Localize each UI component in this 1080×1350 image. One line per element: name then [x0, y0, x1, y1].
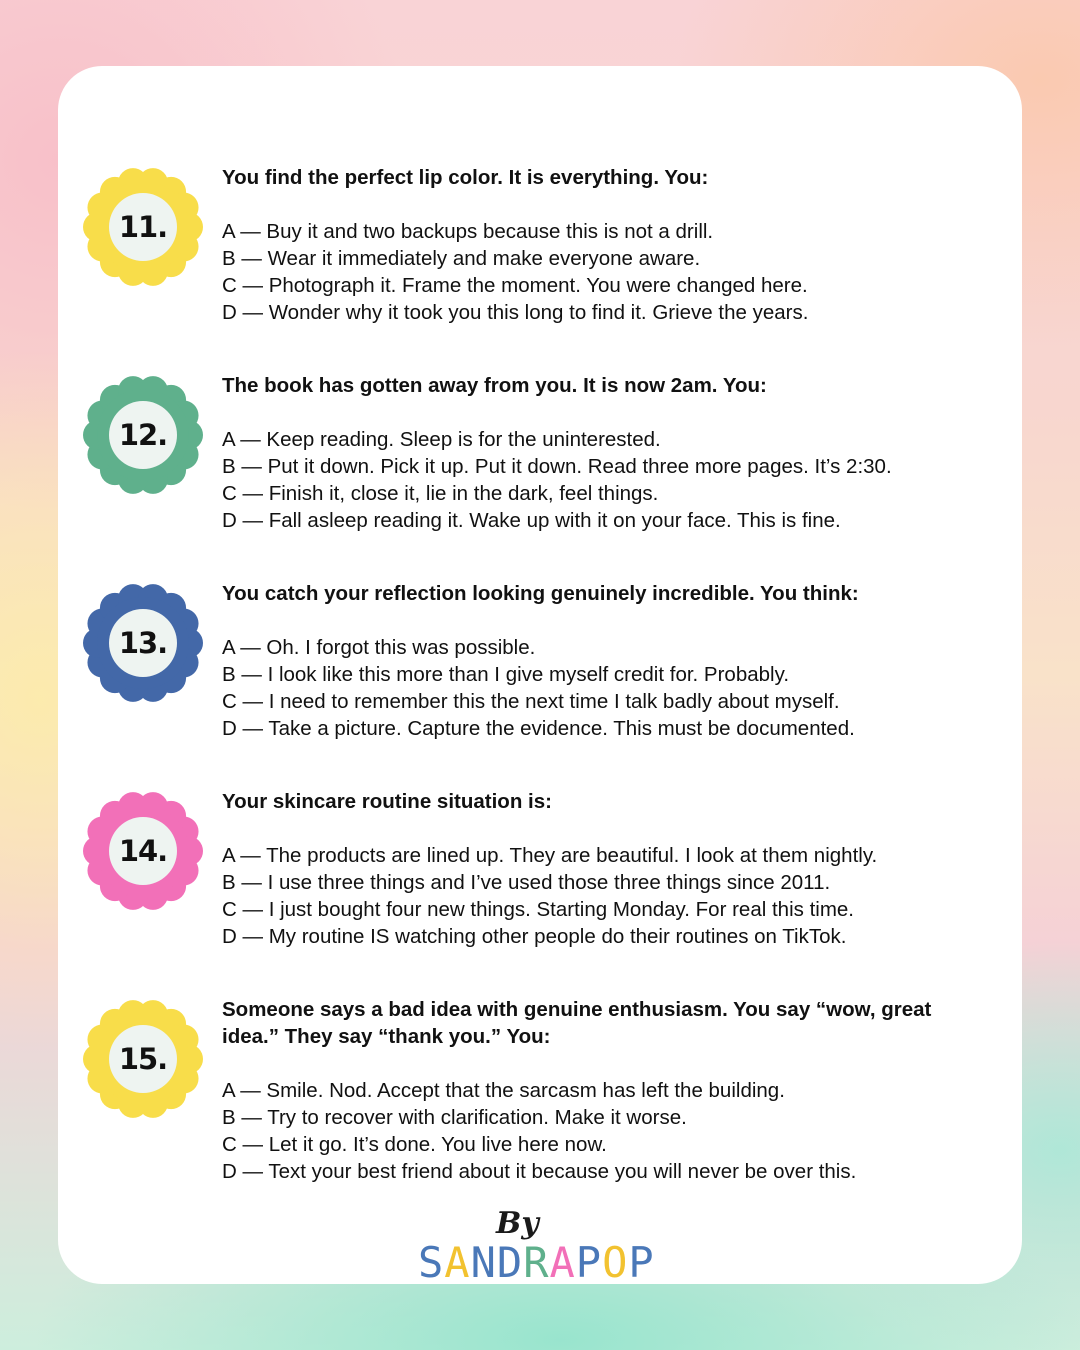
- option-d[interactable]: D — Text your best friend about it because you will never be over this.: [222, 1160, 857, 1183]
- logo-letter: A: [549, 1238, 576, 1287]
- logo-letter: O: [602, 1238, 629, 1287]
- option-d[interactable]: D — Take a picture. Capture the evidence. This must be documented.: [222, 717, 855, 740]
- option-a[interactable]: A — The products are lined up. They are beautiful. I look at them nightly.: [222, 844, 878, 867]
- logo-letter: D: [496, 1238, 524, 1287]
- option-a[interactable]: A — Keep reading. Sleep is for the uninterested.: [222, 428, 661, 451]
- quiz-card: [58, 66, 1022, 1287]
- question-text: You find the perfect lip color. It is everything. You:: [222, 166, 709, 189]
- flower-badge-12: [80, 372, 206, 498]
- option-b[interactable]: B — Put it down. Pick it up. Put it down. Read three more pages. It’s 2:30.: [222, 455, 892, 478]
- question-number: 15.: [118, 1042, 168, 1076]
- logo-letter: P: [575, 1238, 603, 1287]
- question-text-line-2: idea.” They say “thank you.” You:: [222, 1025, 551, 1048]
- question-text-line-1: Someone says a bad idea with genuine enthusiasm. You say “wow, great: [222, 998, 932, 1021]
- option-a[interactable]: A — Smile. Nod. Accept that the sarcasm has left the building.: [222, 1079, 785, 1102]
- option-c[interactable]: C — Finish it, close it, lie in the dark, feel things.: [222, 482, 659, 505]
- logo-letter: N: [470, 1238, 497, 1287]
- option-c[interactable]: C — I just bought four new things. Starting Monday. For real this time.: [222, 898, 854, 921]
- option-c[interactable]: C — Let it go. It’s done. You live here now.: [222, 1133, 607, 1156]
- flower-badge-15: [80, 996, 206, 1122]
- option-c[interactable]: C — Photograph it. Frame the moment. You were changed here.: [222, 274, 808, 297]
- logo-letter: P: [628, 1238, 655, 1287]
- question-text: You catch your reflection looking genuinely incredible. You think:: [222, 582, 859, 605]
- option-d[interactable]: D — My routine IS watching other people do their routines on TikTok.: [222, 925, 847, 948]
- option-c[interactable]: C — I need to remember this the next time I talk badly about myself.: [222, 690, 840, 713]
- logo-letter: S: [418, 1238, 445, 1287]
- option-b[interactable]: B — Try to recover with clarification. Make it worse.: [222, 1106, 687, 1129]
- flower-badge-13: [80, 580, 206, 706]
- option-a[interactable]: A — Buy it and two backups because this is not a drill.: [222, 220, 714, 243]
- logo-brand-text: [418, 1238, 655, 1287]
- logo-letter: R: [523, 1238, 550, 1287]
- option-b[interactable]: B — I look like this more than I give myself credit for. Probably.: [222, 663, 790, 686]
- logo-by-text: By: [496, 1206, 539, 1241]
- flower-badge-14: [80, 788, 206, 914]
- option-d[interactable]: D — Wonder why it took you this long to find it. Grieve the years.: [222, 301, 809, 324]
- question-number: 13.: [118, 626, 168, 660]
- option-b[interactable]: B — Wear it immediately and make everyone aware.: [222, 247, 701, 270]
- brand-logo: [418, 1206, 668, 1286]
- question-text: [222, 996, 992, 1050]
- option-d[interactable]: D — Fall asleep reading it. Wake up with it on your face. This is fine.: [222, 509, 841, 532]
- logo-letter: A: [444, 1238, 471, 1287]
- option-b[interactable]: B — I use three things and I’ve used those three things since 2011.: [222, 871, 831, 894]
- question-number: 12.: [118, 418, 168, 452]
- question-text: The book has gotten away from you. It is now 2am. You:: [222, 374, 767, 397]
- question-text: Your skincare routine situation is:: [222, 790, 552, 813]
- option-a[interactable]: A — Oh. I forgot this was possible.: [222, 636, 536, 659]
- question-number: 11.: [118, 210, 168, 244]
- flower-badge-11: [80, 164, 206, 290]
- question-number: 14.: [118, 834, 168, 868]
